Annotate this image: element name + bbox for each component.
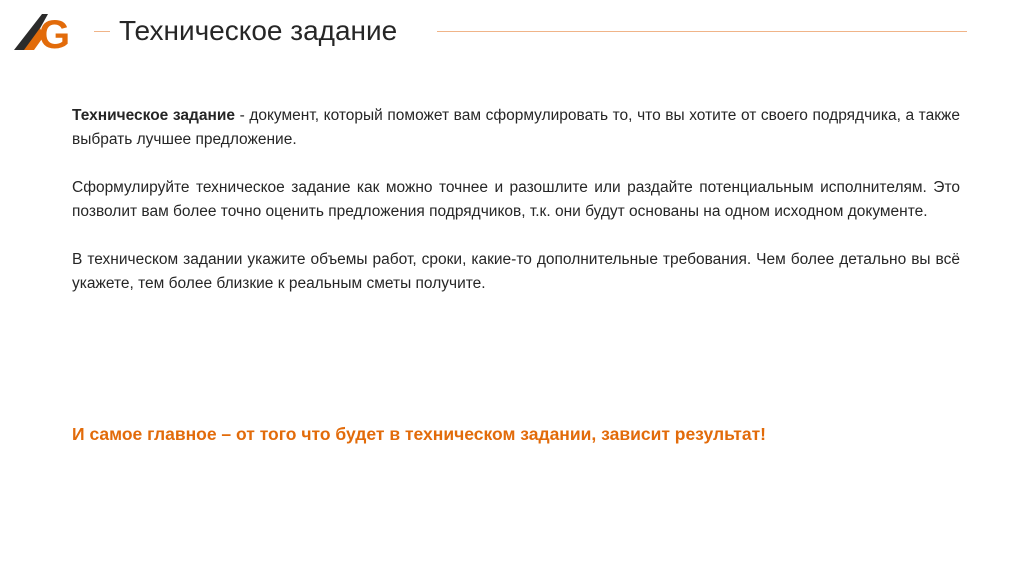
company-logo <box>12 10 80 56</box>
paragraph-details: В техническом задании укажите объемы работ, сроки, какие-то дополнительные требования. Чем более детально вы всё укажете, тем более близкие к реальным сметы получите. <box>72 251 960 292</box>
paragraph-formulate: Сформулируйте техническое задание как можно точнее и разошлите или раздайте потенциальным исполнителям. Это позволит вам более точно оценить предложения подрядчиков, т.к. они будут основаны на одном исходном документе. <box>72 179 960 220</box>
title-rule-left <box>94 31 110 32</box>
page-title: Техническое задание <box>119 15 398 46</box>
body-text <box>72 104 960 295</box>
title-rule-right <box>437 31 967 32</box>
key-statement: И самое главное – от того что будет в техническом задании, зависит результат! <box>72 424 766 444</box>
paragraph-definition <box>72 104 960 151</box>
logo-letter: G <box>39 13 71 56</box>
definition-text: - документ, который поможет вам сформулировать то, что вы хотите от своего подрядчика, а также выбрать лучшее предложение. <box>72 107 960 148</box>
term-bold: Техническое задание <box>72 107 235 124</box>
